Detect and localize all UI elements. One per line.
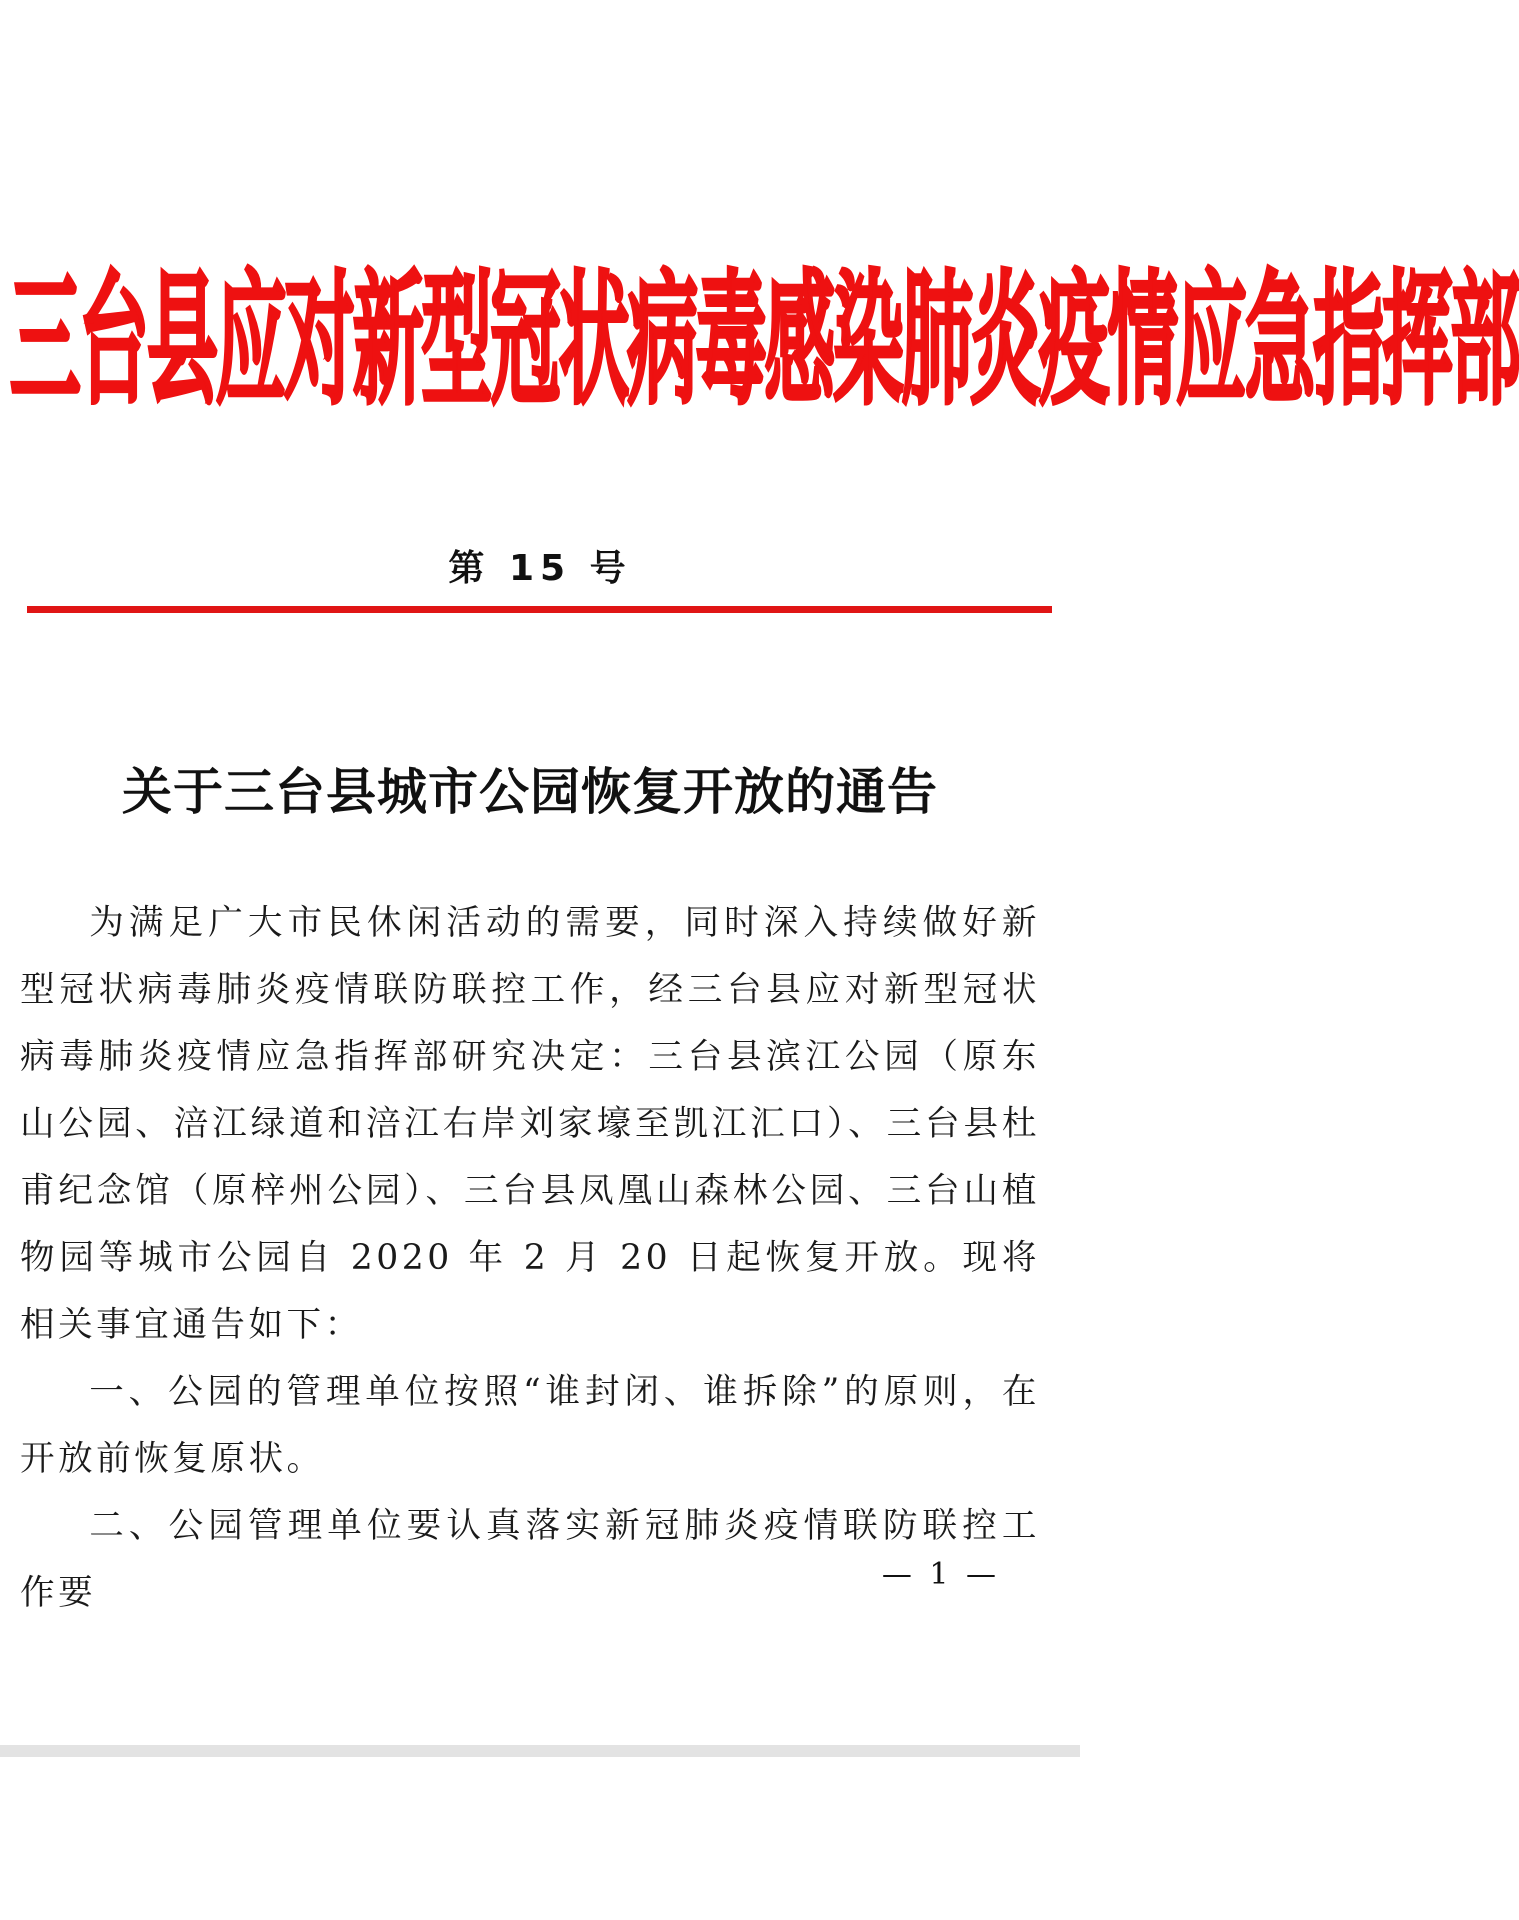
document-title: 关于三台县城市公园恢复开放的通告 <box>122 762 938 821</box>
issuer-name: 三台县应对新型冠状病毒感染肺炎疫情应急指挥部 <box>10 256 1519 424</box>
issuer-header <box>10 256 1519 478</box>
body-paragraph-item-1: 一、公园的管理单位按照“谁封闭、谁拆除”的原则，在开放前恢复原状。 <box>20 1372 1040 1479</box>
page-separator <box>0 1745 1080 1757</box>
next-page-area <box>0 1757 1080 1920</box>
body-paragraph-item-2: 二、公园管理单位要认真落实新冠肺炎疫情联防联控工作要 <box>20 1506 1040 1613</box>
page-number: — 1 — <box>881 1557 1000 1592</box>
body-paragraph-intro: 为满足广大市民休闲活动的需要，同时深入持续做好新型冠状病毒肺炎疫情联防联控工作，经三台县应对新型冠状病毒肺炎疫情应急指挥部研究决定：三台县滨江公园（原东山公园、涪江绿道和涪江右岸刘家壕至凯江汇口）、三台县杜甫纪念馆（原梓州公园）、三台县凤凰山森林公园、三台山植物园等城市公园自 2020 年 2 月 20 日起恢复开放。现将相关事宜通告如下： <box>20 903 1040 1345</box>
document-number: 第 15 号 <box>448 548 632 589</box>
red-divider-line <box>27 606 1052 613</box>
document-body <box>20 890 1040 1627</box>
